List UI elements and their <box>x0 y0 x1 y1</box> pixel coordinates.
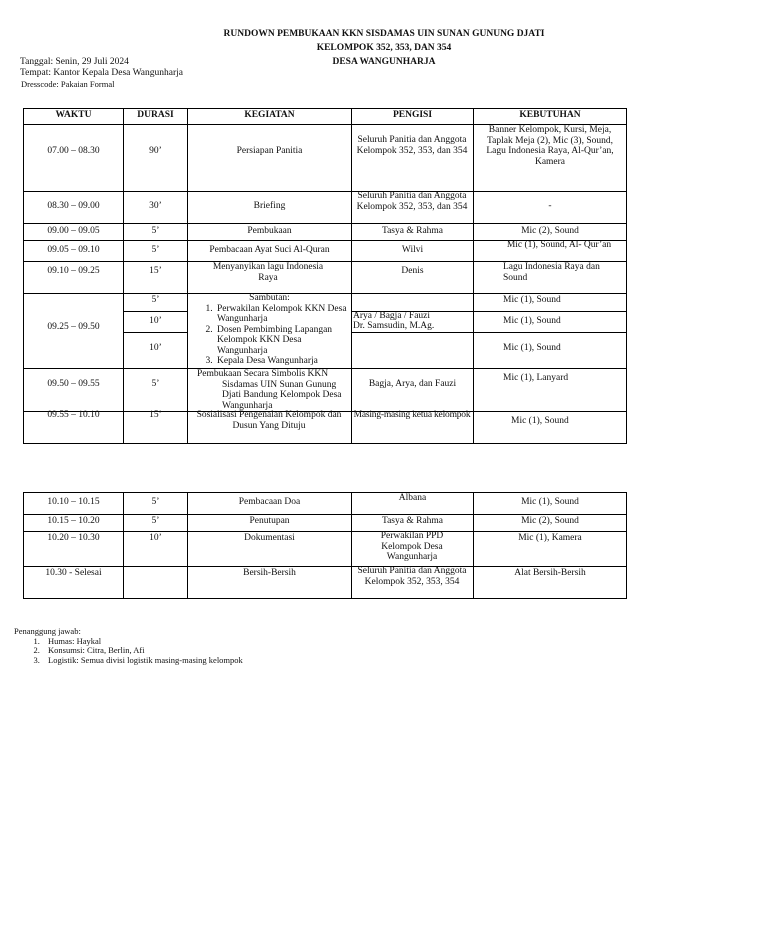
cell-pengisi: Dr. Samsudin, M.Ag. <box>353 321 435 331</box>
cell-kebutuhan: Alat Bersih-Bersih <box>514 568 586 578</box>
cell-pengisi: Seluruh Panitia dan Anggota Kelompok 352, 353, dan 354 <box>356 191 468 212</box>
cell-pengisi: Albana <box>398 493 427 503</box>
penanggung-jawab-list <box>14 637 434 666</box>
cell-waktu: 10.10 – 10.15 <box>47 497 100 507</box>
cell-kebutuhan: Mic (1), Sound <box>511 416 569 426</box>
cell-kebutuhan: Mic (1), Sound, Al- Qur’an <box>506 240 612 250</box>
cell-kebutuhan: Mic (1), Lanyard <box>503 373 569 383</box>
cell-waktu: 10.20 – 10.30 <box>47 533 100 543</box>
cell-durasi: 10’ <box>149 533 162 543</box>
cell-waktu: 09.10 – 09.25 <box>47 266 100 276</box>
cell-waktu: 09.50 – 09.55 <box>47 379 100 389</box>
cell-kegiatan: Bersih-Bersih <box>243 568 296 578</box>
penanggung-jawab-section <box>14 627 434 665</box>
cell-kebutuhan: Lagu Indonesia Raya dan Sound <box>503 262 600 283</box>
cell-kegiatan: Pembacaan Doa <box>238 497 301 507</box>
cell-pengisi: Denis <box>401 266 424 276</box>
header-kegiatan: KEGIATAN <box>244 110 295 120</box>
title-line-3: DESA WANGUNHARJA <box>332 57 436 67</box>
cell-durasi: 5’ <box>151 379 160 389</box>
cell-durasi: 30’ <box>149 201 162 211</box>
cell-kebutuhan: Banner Kelompok, Kursi, Meja, Taplak Meja (2), Mic (3), Sound, Lagu Indonesia Raya, Al-Qur’an, Kamera <box>486 125 614 167</box>
sambutan-item: 1. Perwakilan Kelompok KKN Desa Wangunharja <box>215 304 351 325</box>
cell-kebutuhan: - <box>548 201 552 211</box>
sambutan-item: 2. Dosen Pembimbing Lapangan Kelompok KKN Desa Wangunharja <box>215 325 351 357</box>
cell-kegiatan-sambutan <box>188 293 351 367</box>
cell-pengisi: Bagja, Arya, dan Fauzi <box>368 379 457 389</box>
cell-durasi: 10’ <box>149 343 162 353</box>
cell-pengisi: Seluruh Panitia dan Anggota Kelompok 352, 353, dan 354 <box>356 135 468 156</box>
cell-kegiatan: Penutupan <box>249 516 290 526</box>
cell-durasi: 5’ <box>151 516 160 526</box>
cell-kegiatan: Persiapan Panitia <box>236 146 303 156</box>
cell-waktu: 08.30 – 09.00 <box>47 201 100 211</box>
penanggung-jawab-item: 1. Humas: Haykal <box>42 637 434 647</box>
header-waktu: WAKTU <box>55 110 92 120</box>
sambutan-title: Sambutan: <box>249 293 290 303</box>
cell-durasi: 90’ <box>149 146 162 156</box>
header-durasi: DURASI <box>137 110 174 120</box>
kegiatan-text: Pembukaan Secara Simbolis KKN Sisdamas UIN Sunan Gunung Djati Bandung Kelompok Desa Wangunharja <box>197 369 342 411</box>
cell-waktu: 09.25 – 09.50 <box>47 322 100 332</box>
cell-kebutuhan: Mic (1), Sound <box>503 343 561 353</box>
cell-waktu: 10.15 – 10.20 <box>47 516 100 526</box>
cell-kebutuhan: Mic (1), Sound <box>503 316 561 326</box>
title-line-2: KELOMPOK 352, 353, DAN 354 <box>316 43 452 53</box>
cell-kegiatan: Sosialisasi Pengenalan Kelompok dan Dusun Yang Dituju <box>196 410 342 431</box>
cell-waktu: 09.00 – 09.05 <box>47 226 100 236</box>
penanggung-jawab-item: 3. Logistik: Semua divisi logistik masing-masing kelompok <box>42 656 434 666</box>
cell-waktu: 10.30 - Selesai <box>45 568 102 578</box>
tanggal-text: Tanggal: Senin, 29 Juli 2024 <box>20 57 129 67</box>
cell-durasi: 5’ <box>151 497 160 507</box>
cell-pengisi: Perwakilan PPD Kelompok Desa Wangunharja <box>380 531 444 562</box>
cell-pengisi: Tasya & Rahma <box>381 226 444 236</box>
cell-durasi: 15’ <box>149 266 162 276</box>
cell-durasi: 10’ <box>149 316 162 326</box>
cell-kebutuhan: Mic (1), Sound <box>503 295 561 305</box>
cell-kegiatan: Pembacaan Ayat Suci Al-Quran <box>209 245 330 255</box>
sambutan-list <box>188 304 351 367</box>
cell-kegiatan: Pembukaan <box>247 226 292 236</box>
dresscode-text: Dresscode: Pakaian Formal <box>21 79 115 89</box>
cell-waktu: 07.00 – 08.30 <box>47 146 100 156</box>
cell-kegiatan: Dokumentasi <box>244 533 295 543</box>
title-line-1: RUNDOWN PEMBUKAAN KKN SISDAMAS UIN SUNAN GUNUNG DJATI <box>223 29 545 39</box>
tempat-text: Tempat: Kantor Kepala Desa Wangunharja <box>20 68 183 78</box>
header-kebutuhan: KEBUTUHAN <box>519 110 581 120</box>
cell-kebutuhan: Mic (2), Sound <box>521 516 579 526</box>
penanggung-jawab-title: Penanggung jawab: <box>14 626 81 636</box>
cell-kebutuhan: Mic (1), Kamera <box>518 533 582 543</box>
cell-kegiatan <box>197 369 347 411</box>
cell-kebutuhan: Mic (1), Sound <box>521 497 579 507</box>
cell-waktu: 09.55 – 10.10 <box>47 410 100 420</box>
cell-durasi: 5’ <box>151 226 160 236</box>
cell-pengisi: Seluruh Panitia dan Anggota Kelompok 352, 353, 354 <box>357 566 467 587</box>
cell-durasi: 5’ <box>151 245 160 255</box>
sambutan-item: 3. Kepala Desa Wangunharja <box>215 356 351 367</box>
cell-pengisi: Wilvi <box>401 245 424 255</box>
cell-kegiatan: Menyanyikan lagu Indonesia Raya <box>212 262 324 283</box>
cell-kegiatan: Briefing <box>253 201 286 211</box>
cell-pengisi: Tasya & Rahma <box>381 516 444 526</box>
cell-pengisi: Masing-masing ketua kelompok <box>353 410 471 420</box>
header-pengisi: PENGISI <box>392 110 433 120</box>
penanggung-jawab-item: 2. Konsumsi: Citra, Berlin, Afi <box>42 646 434 656</box>
cell-kebutuhan: Mic (2), Sound <box>521 226 579 236</box>
cell-durasi: 15’ <box>149 410 162 420</box>
cell-durasi: 5’ <box>151 295 160 305</box>
cell-waktu: 09.05 – 09.10 <box>47 245 100 255</box>
cell-pengisi: Arya / Bagja / Fauzi <box>353 311 431 321</box>
